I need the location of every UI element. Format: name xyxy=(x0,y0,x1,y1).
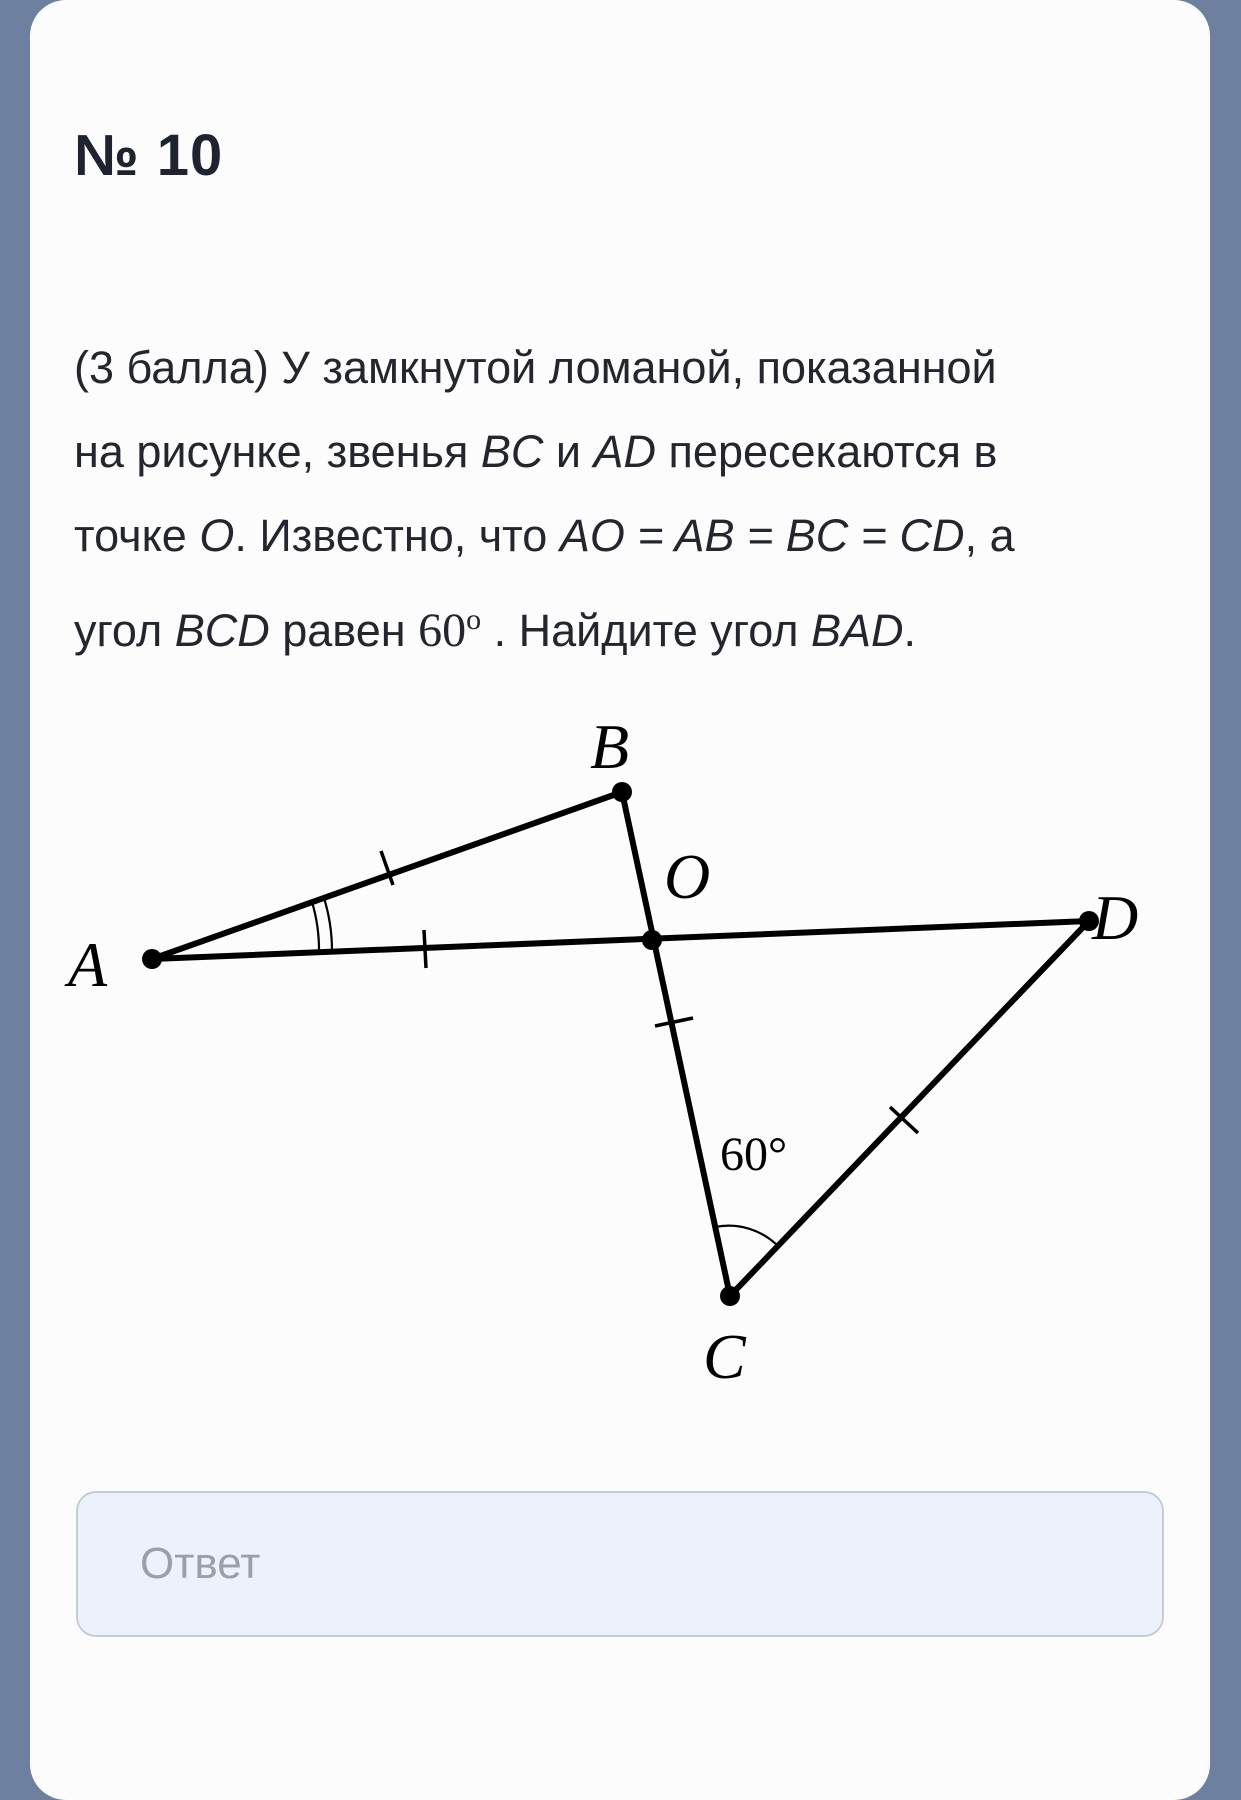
answer-input[interactable] xyxy=(76,1491,1164,1637)
point-o xyxy=(642,930,662,950)
angle-arc-bad-2 xyxy=(324,898,332,951)
statement-line-3: точке O. Известно, что AO = AB = BC = CD, а xyxy=(74,510,1015,561)
label-c: C xyxy=(703,1321,746,1392)
label-b: B xyxy=(590,711,630,782)
statement-line-2: на рисунке, звенья BC и AD пересекаются в xyxy=(74,426,998,477)
label-d: D xyxy=(1092,882,1139,953)
label-a: A xyxy=(68,929,108,1000)
label-o: O xyxy=(664,841,711,912)
segment-ab xyxy=(152,792,622,959)
angle-arc-bad-1 xyxy=(312,902,319,952)
angle-value: 60$^o$ xyxy=(418,603,482,657)
task-number: № 10 xyxy=(74,123,224,188)
point-b xyxy=(612,782,632,802)
statement-line-4: угол BCD равен 60$^o$ . Найдите угол BAD. xyxy=(74,603,917,657)
angle-label-60: 60° xyxy=(720,1128,788,1181)
statement-line-1: (3 балла) У замкнутой ломаной, показанной xyxy=(74,342,997,393)
segment-da xyxy=(152,921,1089,959)
task-statement xyxy=(74,326,1184,673)
point-a xyxy=(142,949,162,969)
angle-arc-bcd xyxy=(715,1226,778,1246)
tick-ao xyxy=(424,930,426,968)
point-c xyxy=(720,1286,740,1306)
segment-cd xyxy=(730,921,1089,1296)
task-card xyxy=(30,0,1210,1800)
geometry-figure xyxy=(30,690,1210,1410)
